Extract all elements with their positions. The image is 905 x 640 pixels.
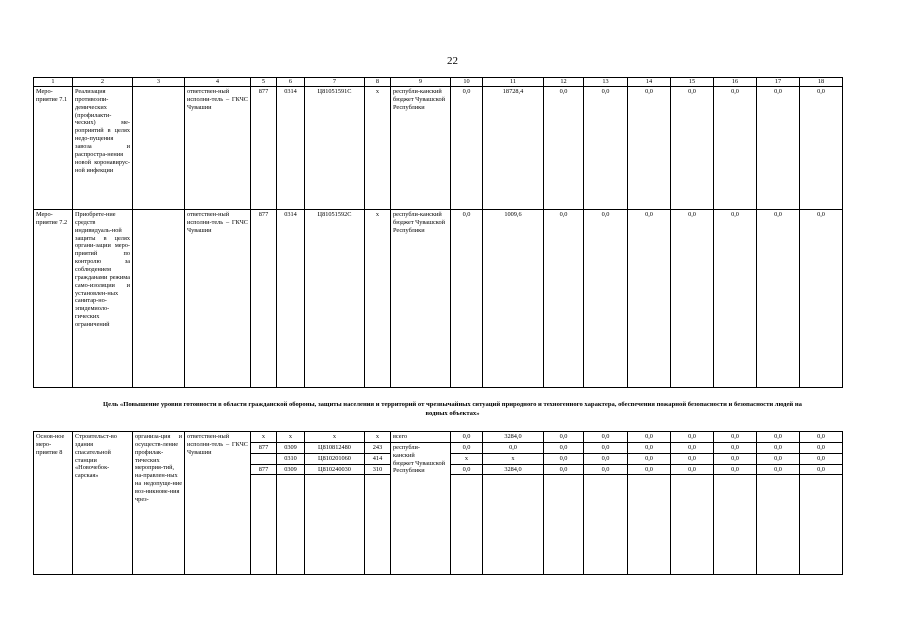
budget-table-top bbox=[33, 77, 843, 388]
amount-cell: 0,0 bbox=[544, 87, 584, 210]
header-cell: 5 bbox=[251, 78, 277, 87]
expense-group-code: 310 bbox=[365, 464, 391, 475]
funding-source: республи-канский бюджет Чувашской Республики bbox=[391, 87, 451, 210]
grbs-code: 877 bbox=[251, 87, 277, 210]
empty-cell bbox=[544, 475, 584, 575]
amount-cell: 0,0 bbox=[584, 442, 628, 453]
empty-cell bbox=[483, 475, 544, 575]
amount-cell: 0,0 bbox=[628, 453, 671, 464]
amount-cell: 0,0 bbox=[800, 453, 843, 464]
amount-cell: 0,0 bbox=[584, 453, 628, 464]
amount-cell: 0,0 bbox=[714, 464, 757, 475]
amount-cell: 0,0 bbox=[671, 210, 714, 388]
activity-id: Основ-ное меро-приятие 8 bbox=[34, 432, 73, 575]
amount-cell: 3284,0 bbox=[483, 464, 544, 475]
amount-cell: 0,0 bbox=[800, 464, 843, 475]
amount-cell: 0,0 bbox=[800, 442, 843, 453]
header-cell: 16 bbox=[714, 78, 757, 87]
activity-description: организа-ция и осуществ-ление профилак-тических мероприя-тий, на-правлен-ных на недопуще-ние воз-никнове-ния чрез- bbox=[133, 432, 185, 575]
empty-cell bbox=[251, 475, 277, 575]
header-cell: 2 bbox=[73, 78, 133, 87]
header-cell: 14 bbox=[628, 78, 671, 87]
target-article-code: Ц81051591С bbox=[305, 87, 365, 210]
empty-cell bbox=[714, 475, 757, 575]
amount-cell: 0,0 bbox=[451, 432, 483, 443]
header-cell: 11 bbox=[483, 78, 544, 87]
amount-cell: 0,0 bbox=[544, 442, 584, 453]
table-row bbox=[34, 87, 843, 210]
amount-cell: 0,0 bbox=[584, 464, 628, 475]
header-cell: 6 bbox=[277, 78, 305, 87]
amount-cell: 0,0 bbox=[584, 87, 628, 210]
amount-cell: 0,0 bbox=[714, 432, 757, 443]
target-article-code: Ц810812480 bbox=[305, 442, 365, 453]
target-article-code: x bbox=[305, 432, 365, 443]
amount-cell: 0,0 bbox=[671, 87, 714, 210]
responsible-executor: ответствен-ный исполни-тель – ГКЧС Чувашии bbox=[185, 432, 251, 575]
activity-description bbox=[133, 210, 185, 388]
amount-cell: 0,0 bbox=[714, 442, 757, 453]
amount-cell: 0,0 bbox=[483, 442, 544, 453]
budget-table-bottom bbox=[33, 431, 843, 575]
amount-cell: 0,0 bbox=[757, 210, 800, 388]
grbs-code: x bbox=[251, 432, 277, 443]
header-row bbox=[34, 78, 843, 87]
expense-group-code: x bbox=[365, 432, 391, 443]
activity-title: Реализация противоэпи-демических (профилакти-ческих) ме-роприятий в целях недо-пущения завоза и распростра-нения новой коронавирус-ной инфекции bbox=[73, 87, 133, 210]
amount-cell: 0,0 bbox=[628, 442, 671, 453]
amount-cell: 0,0 bbox=[800, 210, 843, 388]
section-code: x bbox=[277, 432, 305, 443]
amount-cell: 0,0 bbox=[757, 87, 800, 210]
header-cell: 12 bbox=[544, 78, 584, 87]
funding-source-line: канский bbox=[393, 451, 415, 459]
section-code: 0309 bbox=[277, 464, 305, 475]
empty-cell bbox=[277, 475, 305, 575]
amount-cell: 0,0 bbox=[671, 464, 714, 475]
amount-cell: x bbox=[483, 453, 544, 464]
expense-group-code: 414 bbox=[365, 453, 391, 464]
header-cell: 3 bbox=[133, 78, 185, 87]
header-cell: 8 bbox=[365, 78, 391, 87]
amount-cell: 0,0 bbox=[714, 210, 757, 388]
amount-cell: 0,0 bbox=[451, 464, 483, 475]
amount-cell: 0,0 bbox=[584, 432, 628, 443]
activity-title: Строительст-во здания спасательной станции «Новочебок-сарская» bbox=[73, 432, 133, 575]
goal-heading: Цель «Повышение уровня готовности в области гражданской обороны, защиты населения и территорий от чрезвычайных ситуаций природного и техногенного характера, обеспечения пожарной безопасности и безопасности людей на водных объектах» bbox=[103, 401, 802, 417]
page-number: 22 bbox=[447, 55, 458, 67]
amount-cell: 0,0 bbox=[451, 210, 483, 388]
amount-cell: 0,0 bbox=[714, 453, 757, 464]
grbs-code: 877 bbox=[251, 464, 277, 475]
amount-cell: 0,0 bbox=[800, 432, 843, 443]
empty-cell bbox=[584, 475, 628, 575]
amount-cell: 0,0 bbox=[628, 87, 671, 210]
amount-cell: 0,0 bbox=[757, 464, 800, 475]
section-code: 0314 bbox=[277, 87, 305, 210]
expense-group-code: 243 bbox=[365, 442, 391, 453]
expense-group-code: x bbox=[365, 210, 391, 388]
section-code: 0314 bbox=[277, 210, 305, 388]
header-cell: 1 bbox=[34, 78, 73, 87]
empty-cell bbox=[451, 475, 483, 575]
responsible-executor: ответствен-ный исполни-тель – ГКЧС Чувашии bbox=[185, 210, 251, 388]
header-cell: 4 bbox=[185, 78, 251, 87]
table-row bbox=[34, 432, 843, 443]
empty-cell bbox=[305, 475, 365, 575]
grbs-code: 877 bbox=[251, 442, 277, 453]
activity-id: Меро-приятие 7.1 bbox=[34, 87, 73, 210]
amount-cell: 0,0 bbox=[628, 464, 671, 475]
header-cell: 18 bbox=[800, 78, 843, 87]
amount-cell: 0,0 bbox=[544, 432, 584, 443]
empty-cell bbox=[800, 475, 843, 575]
activity-id: Меро-приятие 7.2 bbox=[34, 210, 73, 388]
header-cell: 9 bbox=[391, 78, 451, 87]
header-cell: 7 bbox=[305, 78, 365, 87]
empty-cell bbox=[365, 475, 391, 575]
expense-group-code: x bbox=[365, 87, 391, 210]
amount-cell: 3284,0 bbox=[483, 432, 544, 443]
amount-cell: 0,0 bbox=[451, 442, 483, 453]
amount-cell: 1009,6 bbox=[483, 210, 544, 388]
grbs-code bbox=[251, 453, 277, 464]
header-cell: 17 bbox=[757, 78, 800, 87]
header-cell: 15 bbox=[671, 78, 714, 87]
amount-cell: 0,0 bbox=[800, 87, 843, 210]
amount-cell: 0,0 bbox=[544, 453, 584, 464]
activity-description bbox=[133, 87, 185, 210]
header-cell: 13 bbox=[584, 78, 628, 87]
section-code: 0309 bbox=[277, 442, 305, 453]
empty-cell bbox=[628, 475, 671, 575]
target-article-code: Ц810240030 bbox=[305, 464, 365, 475]
amount-cell: 0,0 bbox=[714, 87, 757, 210]
amount-cell: 0,0 bbox=[671, 453, 714, 464]
amount-cell: 0,0 bbox=[757, 453, 800, 464]
amount-cell: 0,0 bbox=[757, 442, 800, 453]
grbs-code: 877 bbox=[251, 210, 277, 388]
amount-cell: 0,0 bbox=[584, 210, 628, 388]
funding-source-line: республи- bbox=[393, 443, 420, 451]
activity-title: Приобрете-ние средств индивидуаль-ной защиты в целях органи-зации меро-приятий по контролю за соблюдением гражданами режима само-изоляции и установлен-ных санитар-но-эпидемиоло-гических ограничений bbox=[73, 210, 133, 388]
amount-cell: x bbox=[451, 453, 483, 464]
target-article-code: Ц810201060 bbox=[305, 453, 365, 464]
responsible-executor: ответствен-ный исполни-тель – ГКЧС Чувашии bbox=[185, 87, 251, 210]
funding-source bbox=[391, 442, 451, 575]
amount-cell: 0,0 bbox=[671, 432, 714, 443]
funding-source-line: бюджет Чувашской Республики bbox=[393, 459, 446, 475]
amount-cell: 18728,4 bbox=[483, 87, 544, 210]
amount-cell: 0,0 bbox=[628, 432, 671, 443]
funding-source: всего bbox=[391, 432, 451, 443]
amount-cell: 0,0 bbox=[544, 464, 584, 475]
amount-cell: 0,0 bbox=[628, 210, 671, 388]
target-article-code: Ц81051592С bbox=[305, 210, 365, 388]
table-row bbox=[34, 210, 843, 388]
header-cell: 10 bbox=[451, 78, 483, 87]
amount-cell: 0,0 bbox=[671, 442, 714, 453]
amount-cell: 0,0 bbox=[757, 432, 800, 443]
funding-source: республи-канский бюджет Чувашской Республики bbox=[391, 210, 451, 388]
amount-cell: 0,0 bbox=[451, 87, 483, 210]
empty-cell bbox=[757, 475, 800, 575]
section-code: 0310 bbox=[277, 453, 305, 464]
amount-cell: 0,0 bbox=[544, 210, 584, 388]
empty-cell bbox=[671, 475, 714, 575]
